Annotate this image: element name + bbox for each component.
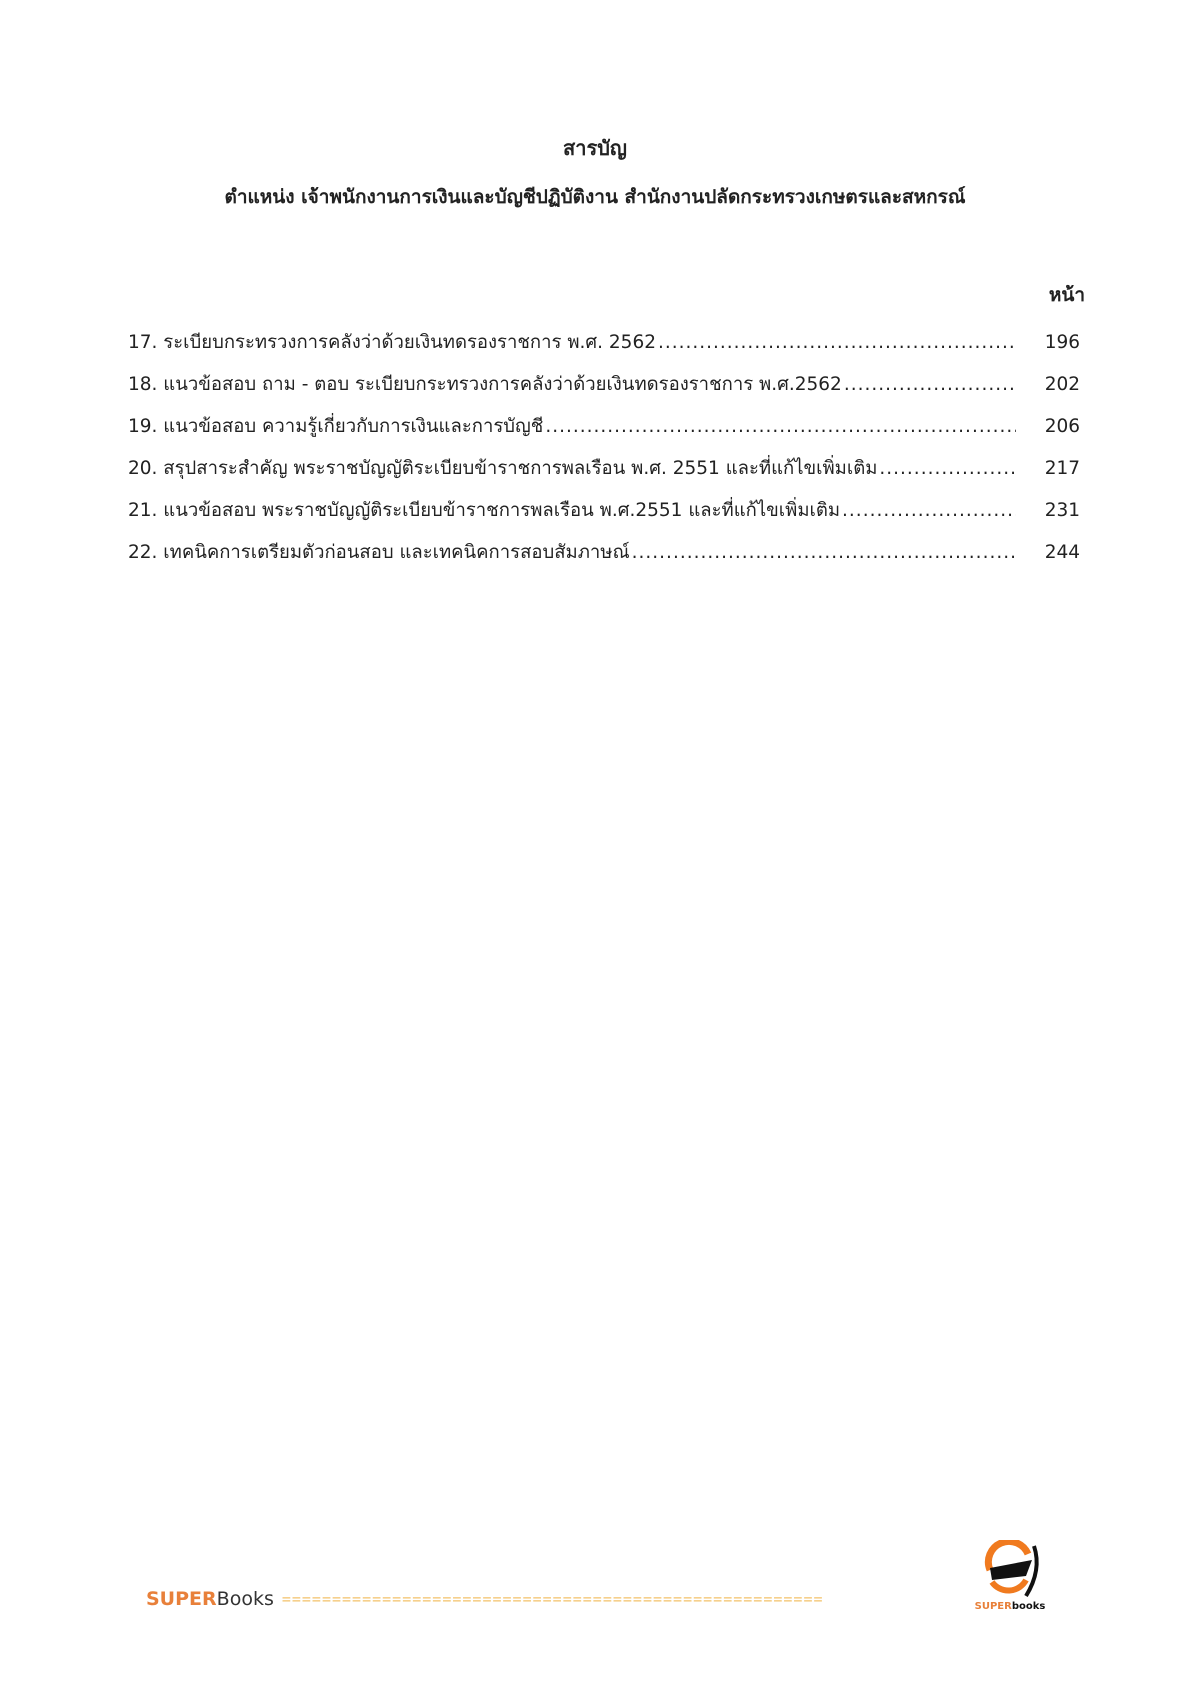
page-footer [146,1588,954,1610]
logo-books: books [1011,1601,1046,1612]
toc-entry[interactable] [128,412,1080,454]
toc-entry-page: 231 [1044,500,1080,521]
logo-swoosh-icon [960,1540,1060,1600]
toc-entry-label: 17. ระเบียบกระทรวงการคลังว่าด้วยเงินทดรองราชการ พ.ศ. 2562 [128,332,656,353]
toc-entry-label: 21. แนวข้อสอบ พระราชบัญญัติระเบียบข้าราชการพลเรือน พ.ศ.2551 และที่แก้ไขเพิ่มเติม [128,500,841,521]
toc-entry[interactable] [128,370,1080,412]
toc-entry[interactable] [128,328,1080,370]
dot-leader [844,374,1016,395]
toc-entry[interactable] [128,454,1080,496]
toc-entry-page: 206 [1044,416,1080,437]
dot-leader [658,332,1016,353]
toc-entry-page: 217 [1044,458,1080,479]
toc-entry-label: 18. แนวข้อสอบ ถาม - ตอบ ระเบียบกระทรวงการคลังว่าด้วยเงินทดรองราชการ พ.ศ.2562 [128,374,842,395]
toc-entry[interactable] [128,538,1080,580]
footer-rule: ====================================================== [281,1590,824,1608]
dot-leader [879,458,1016,479]
toc-entry[interactable] [128,496,1080,538]
page-title: สารบัญ [563,136,627,160]
logo-super: SUPER [974,1601,1012,1612]
footer-brand-super: SUPER [146,1588,217,1610]
toc-entry-page: 202 [1044,374,1080,395]
dot-leader [842,500,1016,521]
toc-entry-label: 19. แนวข้อสอบ ความรู้เกี่ยวกับการเงินและการบัญชี [128,416,544,437]
toc-entry-label: 22. เทคนิคการเตรียมตัวก่อนสอบ และเทคนิคการสอบสัมภาษณ์ [128,542,630,563]
toc-entry-page: 244 [1044,542,1080,563]
page-subtitle: ตำแหน่ง เจ้าพนักงานการเงินและบัญชีปฏิบัติงาน สำนักงานปลัดกระทรวงเกษตรและสหกรณ์ [224,186,966,208]
dot-leader [632,542,1016,563]
toc-entry-page: 196 [1044,332,1080,353]
toc-entry-label: 20. สรุปสาระสำคัญ พระราชบัญญัติระเบียบข้าราชการพลเรือน พ.ศ. 2551 และที่แก้ไขเพิ่มเติม [128,458,878,479]
page-column-header: หน้า [1048,284,1085,306]
dot-leader [545,416,1016,437]
table-of-contents [128,328,1080,580]
logo-wordmark [960,1601,1060,1612]
superbooks-logo [960,1540,1060,1612]
footer-brand-books: Books [216,1588,274,1610]
